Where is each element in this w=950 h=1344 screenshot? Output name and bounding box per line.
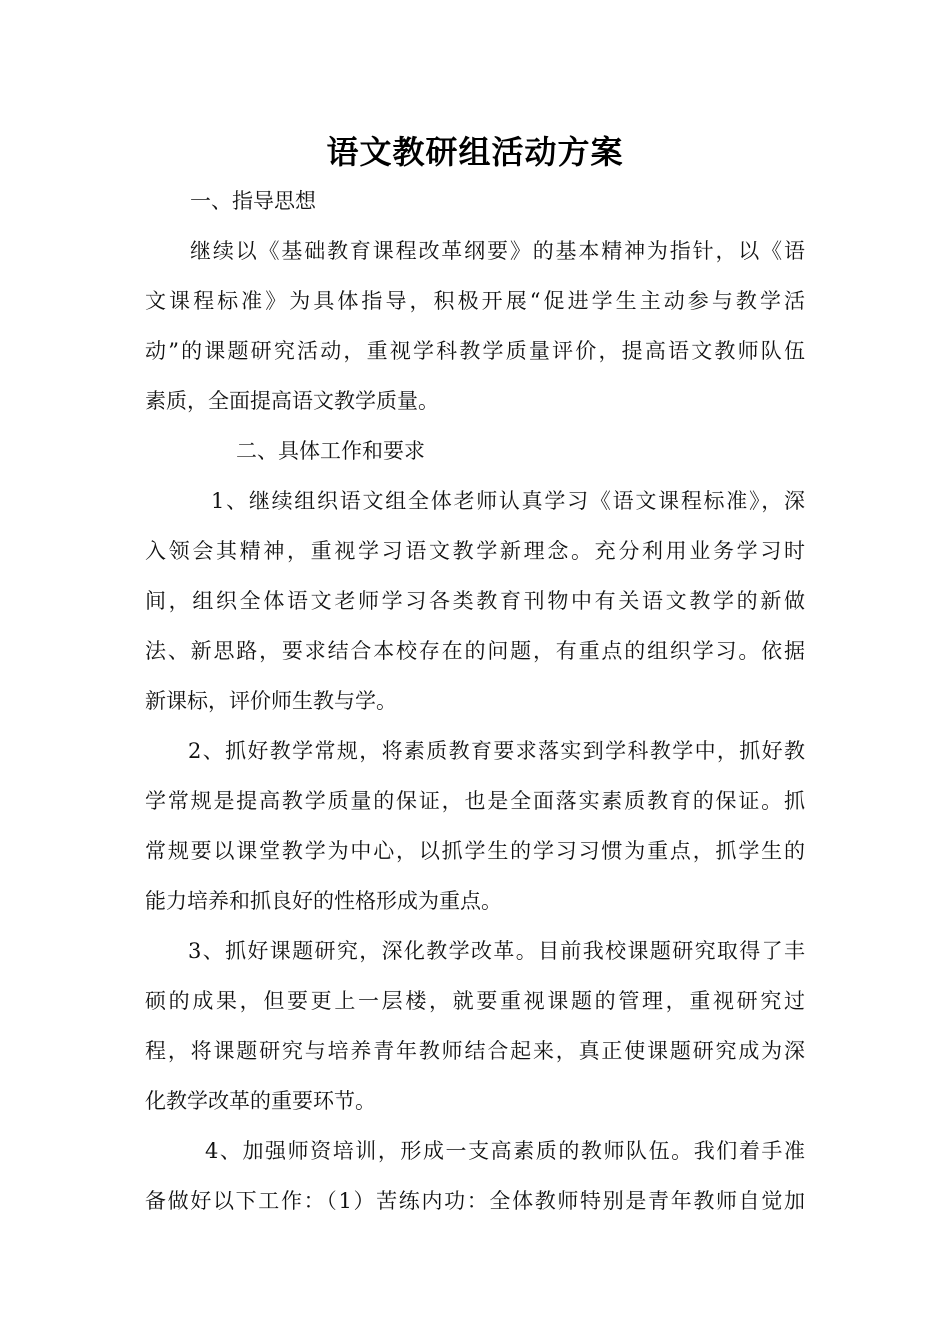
paragraph-line: 能力培养和抓良好的性格形成为重点。 bbox=[145, 889, 502, 913]
paragraph-line: 新课标，评价师生教与学。 bbox=[145, 689, 397, 713]
paragraph-line: 入领会其精神，重视学习语文教学新理念。充分利用业务学习时 bbox=[145, 539, 805, 563]
paragraph-line: 常规要以课堂教学为中心，以抓学生的学习习惯为重点，抓学生的 bbox=[145, 839, 805, 863]
section-heading-guiding-ideology: 一、指导思想 bbox=[190, 189, 316, 213]
paragraph-line: 2、抓好教学常规，将素质教育要求落实到学科教学中，抓好教 bbox=[188, 739, 805, 763]
paragraph-line: 学常规是提高教学质量的保证，也是全面落实素质教育的保证。抓 bbox=[145, 789, 805, 813]
paragraph-line: 动”的课题研究活动，重视学科教学质量评价，提高语文教师队伍 bbox=[145, 339, 805, 363]
paragraph-line: 化教学改革的重要环节。 bbox=[145, 1089, 376, 1113]
paragraph-line: 硕的成果，但要更上一层楼，就要重视课题的管理，重视研究过 bbox=[145, 989, 805, 1013]
paragraph-line: 程，将课题研究与培养青年教师结合起来，真正使课题研究成为深 bbox=[145, 1039, 805, 1063]
document-title: 语文教研组活动方案 bbox=[326, 133, 624, 171]
paragraph-line: 继续以《基础教育课程改革纲要》的基本精神为指针，以《语 bbox=[190, 239, 805, 263]
paragraph-line: 3、抓好课题研究，深化教学改革。目前我校课题研究取得了丰 bbox=[188, 939, 805, 963]
paragraph-line: 素质，全面提高语文教学质量。 bbox=[145, 389, 439, 413]
section-heading-work-requirements: 二、具体工作和要求 bbox=[236, 439, 425, 463]
paragraph-line: 1、继续组织语文组全体老师认真学习《语文课程标准》，深 bbox=[211, 489, 805, 513]
paragraph-line: 文课程标准》为具体指导，积极开展“促进学生主动参与教学活 bbox=[145, 289, 805, 313]
paragraph-line: 间，组织全体语文老师学习各类教育刊物中有关语文教学的新做 bbox=[145, 589, 805, 613]
paragraph-line: 4、加强师资培训，形成一支高素质的教师队伍。我们着手准 bbox=[205, 1139, 805, 1163]
paragraph-line: 法、新思路，要求结合本校存在的问题，有重点的组织学习。依据 bbox=[145, 639, 805, 663]
paragraph-line: 备做好以下工作：（1）苦练内功：全体教师特别是青年教师自觉加 bbox=[145, 1189, 805, 1213]
